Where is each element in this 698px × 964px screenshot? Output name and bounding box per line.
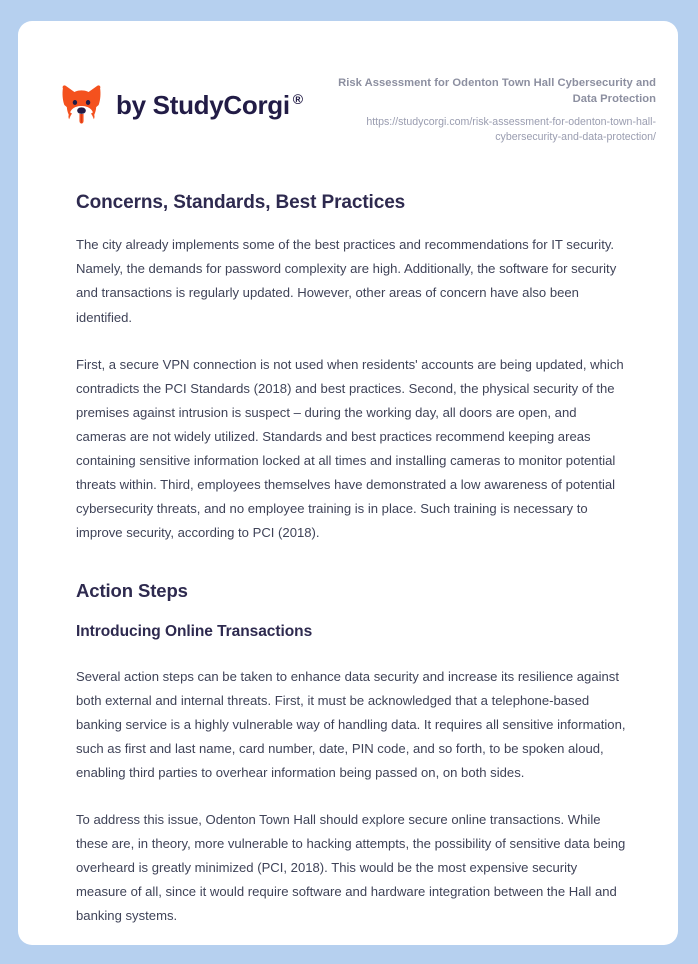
- brand-wordmark: [116, 92, 303, 118]
- document-title: Risk Assessment for Odenton Town Hall Cybersecurity and Data Protection: [338, 77, 656, 105]
- corgi-face-icon: [58, 81, 105, 129]
- brand-name-text: by StudyCorgi: [116, 90, 290, 120]
- section-heading-concerns: Concerns, Standards, Best Practices: [76, 191, 406, 213]
- section-heading-action-steps: Action Steps: [76, 580, 188, 602]
- brand-logo[interactable]: [58, 74, 303, 129]
- paragraph-transactions-2: To address this issue, Odenton Town Hall should explore secure online transactions. While these are, in theory, more vulnerable to hacking attempts, the possibility of sensitive data being overheard is greatly minimized (PCI, 2018). This would be the most expensive security measure of all, since it would require software and hardware integration between the Hall and banking systems.: [76, 812, 626, 924]
- document-header: [18, 21, 678, 146]
- section-heading-introducing-online-transactions: Introducing Online Transactions: [76, 623, 313, 641]
- paragraph-concerns-2: First, a secure VPN connection is not used when residents' accounts are being updated, which contradicts the PCI Standards (2018) and best practices. Second, the physical security of the premises against intrusion is suspect – during the working day, all doors are open, and cameras are not widely utilized. Standards and best practices recommend keeping areas containing sensitive information locked at all times and installing cameras to monitor potential threats within. Third, employees themselves have demonstrated a low awareness of potential cybersecurity threats, and no employee training is in place. Such training is necessary to improve security, according to PCI (2018).: [76, 356, 624, 541]
- paragraph-transactions-1: Several action steps can be taken to enhance data security and increase its resilience against both external and internal threats. First, it must be acknowledged that a telephone-based banking service is a highly vulnerable way of handling data. It requires all sensitive information, such as first and last name, card number, date, PIN code, and so forth, to be spoken aloud, enabling third parties to overhear information being passed on, on both sides.: [76, 668, 626, 781]
- document-page-card: [18, 21, 678, 945]
- paragraph-concerns-1: The city already implements some of the best practices and recommendations for IT security. Namely, the demands for password complexity are high. Additionally, the software for security and transactions is regularly updated. However, other areas of concern have also been identified.: [76, 237, 617, 325]
- registered-trademark-icon: ®: [292, 91, 303, 108]
- header-metadata: [316, 74, 656, 146]
- document-url[interactable]: https://studycorgi.com/risk-assessment-for-odenton-town-hall-cybersecurity-and-data-protection/: [366, 115, 656, 144]
- document-body: [18, 191, 678, 929]
